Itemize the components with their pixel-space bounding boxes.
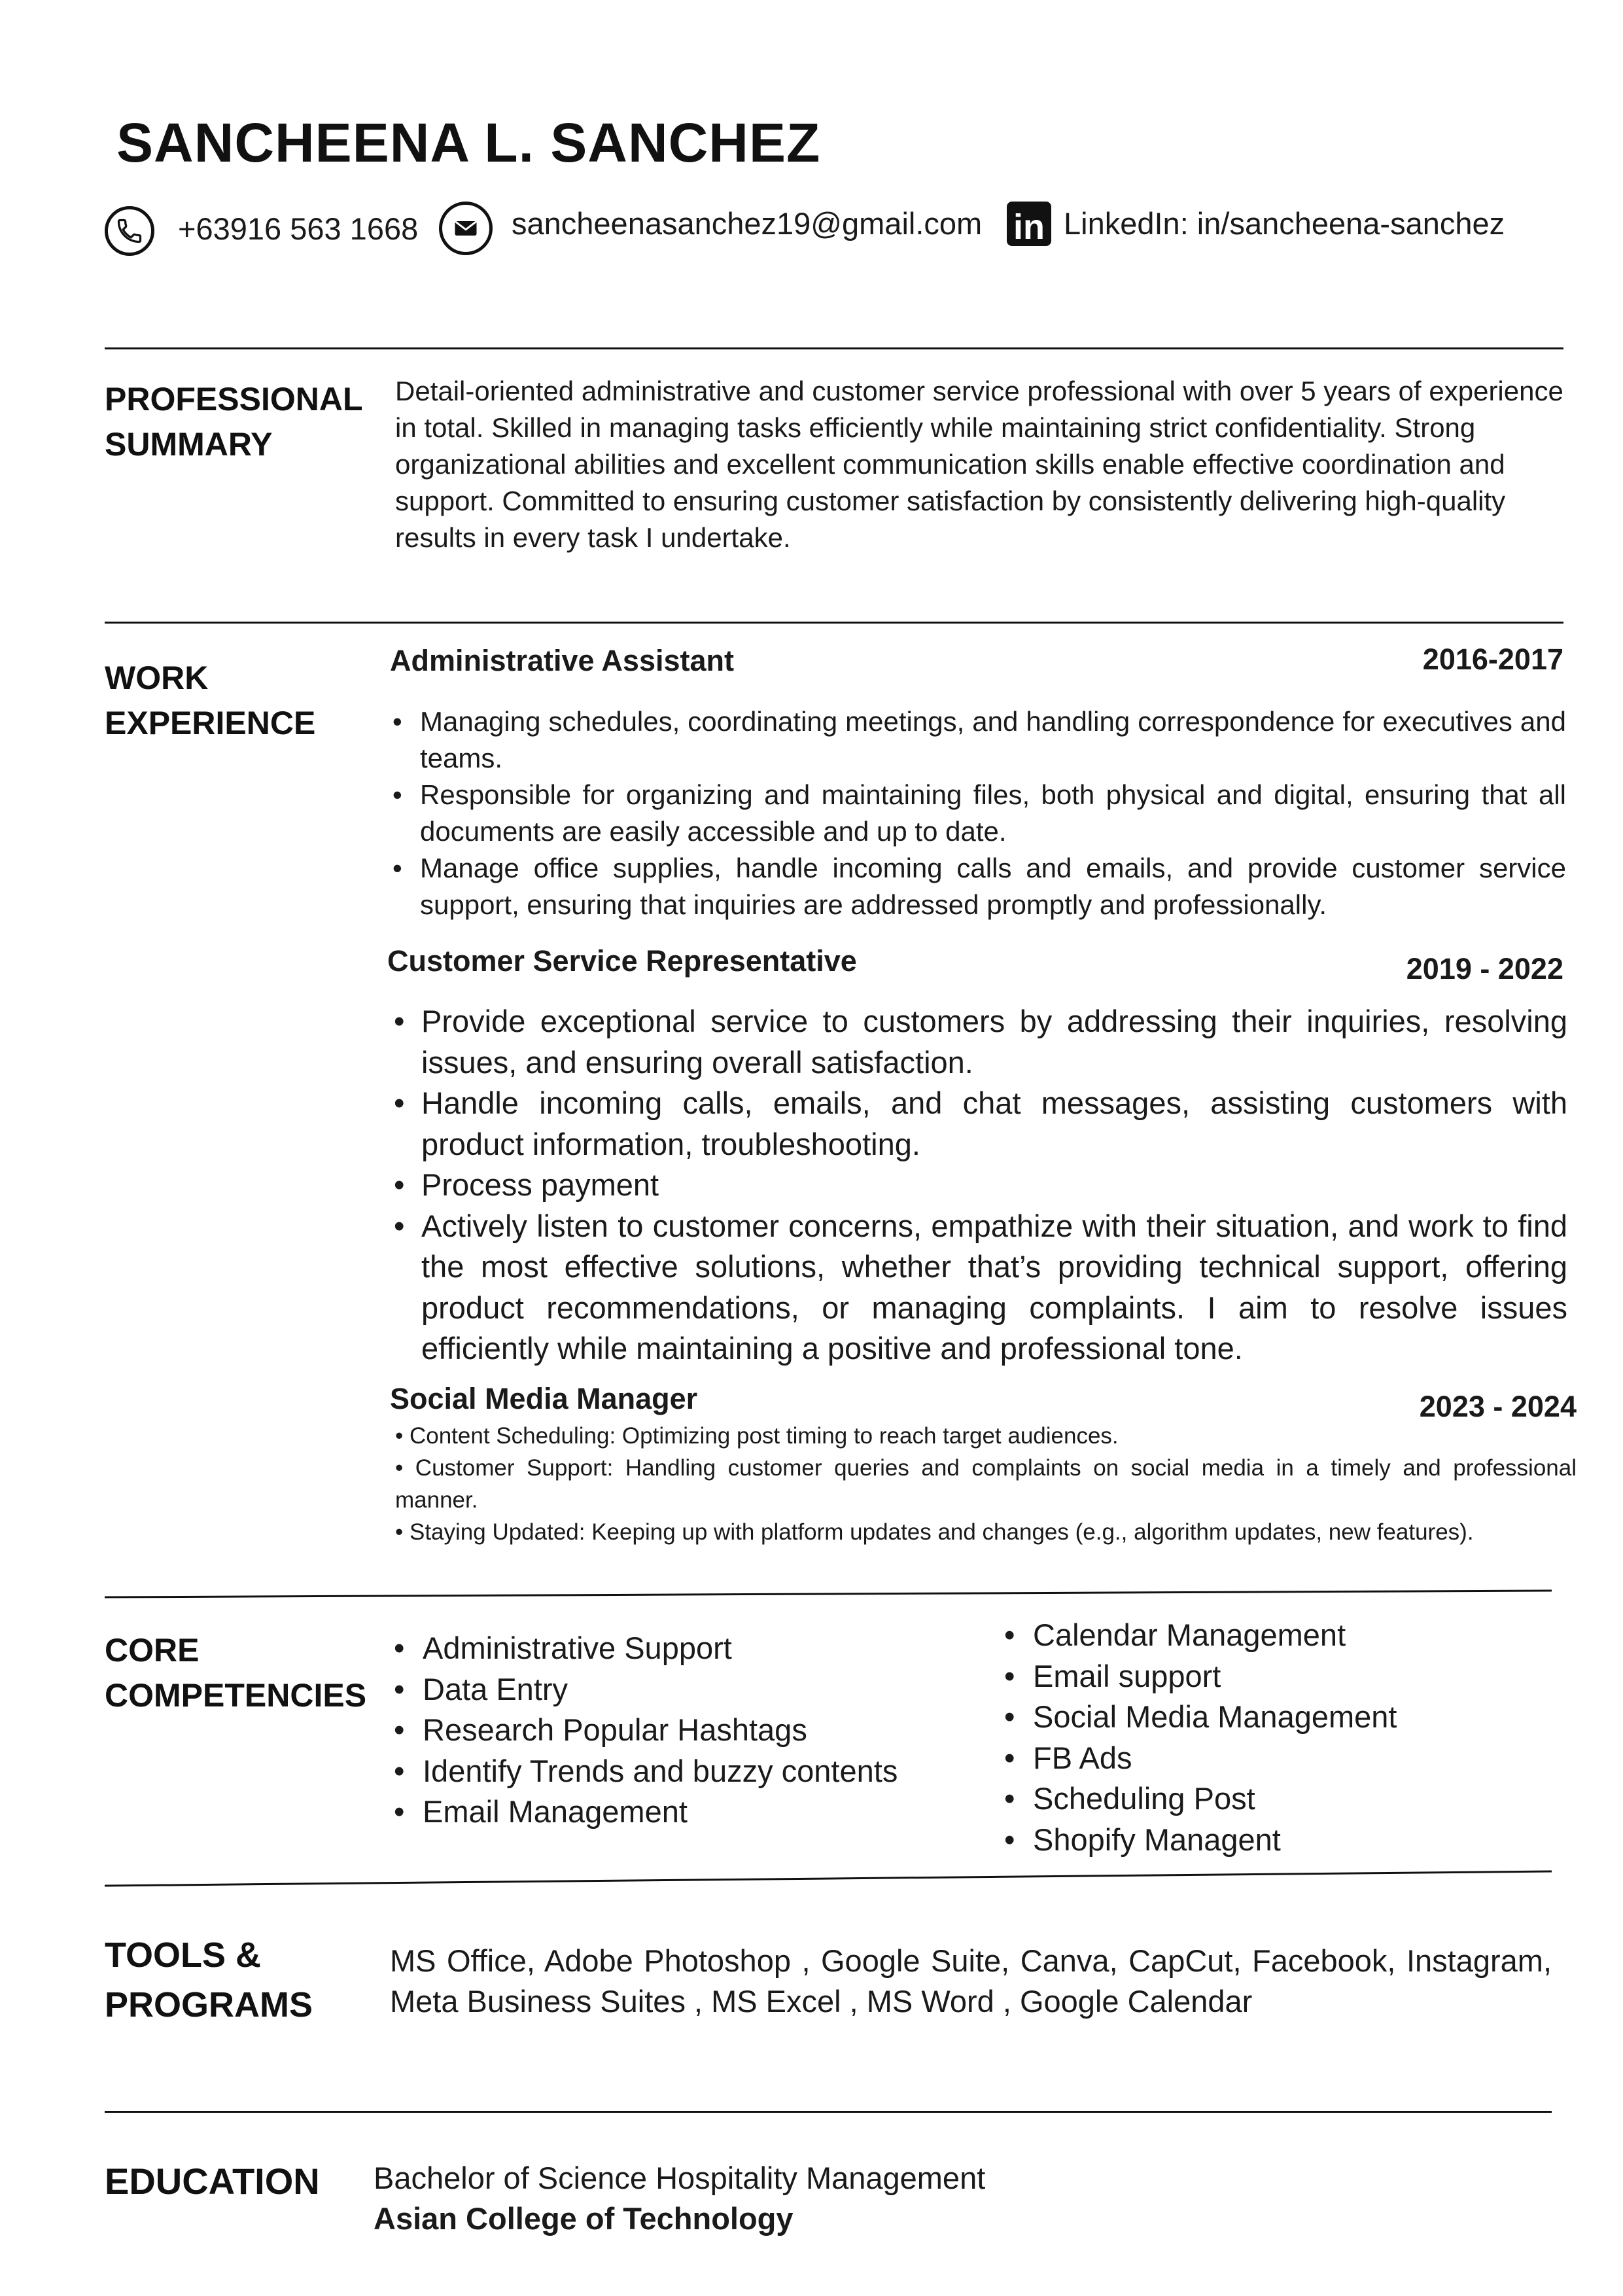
list-item: • Provide exceptional service to customers by addressing their inquiries, resolving issues, and ensuring overall satisfaction. [390,1001,1567,1083]
summary-text: Detail-oriented administrative and customer service professional with over 5 years of experience in total. Skilled in managing tasks efficiently while maintaining strict confidentiality. Strong organizational abilities and excellent communication skills enable effective coordination and support. Committed to ensuring customer satisfaction by consistently delivering high-quality results in every task I undertake. [395,376,1563,553]
summary-heading-line2: SUMMARY [105,426,273,463]
education-degree: Bachelor of Science Hospitality Management [374,2161,986,2195]
list-item: • Staying Updated: Keeping up with platform updates and changes (e.g., algorithm updates, new features). [395,1519,1474,1545]
education-heading: EDUCATION [105,2161,320,2202]
job-years: 2023 - 2024 [1419,1390,1577,1423]
list-item: • Identify Trends and buzzy contents [391,1751,898,1792]
list-item: • FB Ads [1002,1738,1397,1779]
list-item: • Administrative Support [391,1628,898,1669]
job-title: Social Media Manager [390,1382,698,1415]
list-item: • Shopify Managent [1002,1820,1397,1861]
tools-heading [105,1930,313,2030]
email-address[interactable]: sancheenasanchez19@gmail.com [512,206,983,241]
section-divider [105,2111,1552,2113]
resume-name: SANCHEENA L. SANCHEZ [116,112,821,173]
list-item: • Process payment [390,1165,1567,1206]
linkedin-icon: in [1007,202,1051,246]
work-heading-line1: WORK [105,660,209,696]
list-item: • Actively listen to customer concerns, empathize with their situation, and work to find the most effective solutions, whether that’s providing technical support, offering product recommendations, or managing complaints. I aim to resolve issues efficiently while maintaining a positive and professional tone. [390,1206,1567,1369]
list-item: • Manage office supplies, handle incoming calls and emails, and provide customer service support, ensuring that inquiries are addressed promptly and professionally. [389,850,1566,923]
list-item: • Managing schedules, coordinating meetings, and handling correspondence for executives and teams. [389,703,1566,777]
list-item: • Responsible for organizing and maintaining files, both physical and digital, ensuring that all documents are easily accessible and up to date. [389,777,1566,850]
list-item: • Social Media Management [1002,1697,1397,1738]
list-item: • Calendar Management [1002,1615,1397,1656]
list-item: • Content Scheduling: Optimizing post timing to reach target audiences. [395,1423,1119,1449]
list-item: • Email support [1002,1656,1397,1697]
education-school: Asian College of Technology [374,2201,794,2236]
competencies-heading-line1: CORE [105,1632,200,1669]
tools-heading-line2: PROGRAMS [105,1985,313,2024]
summary-heading-line1: PROFESSIONAL [105,381,363,417]
competencies-right-list [1002,1615,1397,1860]
list-item: • Handle incoming calls, emails, and chat messages, assisting customers with product information, troubleshooting. [390,1083,1567,1165]
job-years: 2019 - 2022 [1406,952,1563,985]
list-item: • Research Popular Hashtags [391,1710,898,1751]
competencies-left-list [391,1628,898,1833]
competencies-heading-line2: COMPETENCIES [105,1677,367,1714]
phone-number[interactable]: +63916 563 1668 [178,211,419,246]
list-item: • Email Management [391,1792,898,1833]
job-title: Administrative Assistant [390,644,734,677]
list-item: • Customer Support: Handling customer queries and complaints on social media in a timely and professional manner. [395,1455,1577,1513]
list-item: • Data Entry [391,1669,898,1710]
tools-text: MS Office, Adobe Photoshop , Google Suite, Canva, CapCut, Facebook, Instagram, Meta Business Suites , MS Excel , MS Word , Google Calendar [390,1943,1552,2019]
tools-heading-line1: TOOLS & [105,1935,262,1975]
competencies-heading [105,1628,366,1718]
list-item: • Scheduling Post [1002,1778,1397,1820]
job-title: Customer Service Representative [387,944,857,978]
job-years: 2016-2017 [1422,643,1563,676]
linkedin-profile[interactable]: LinkedIn: in/sancheena-sanchez [1064,206,1505,241]
work-heading-line2: EXPERIENCE [105,705,316,741]
